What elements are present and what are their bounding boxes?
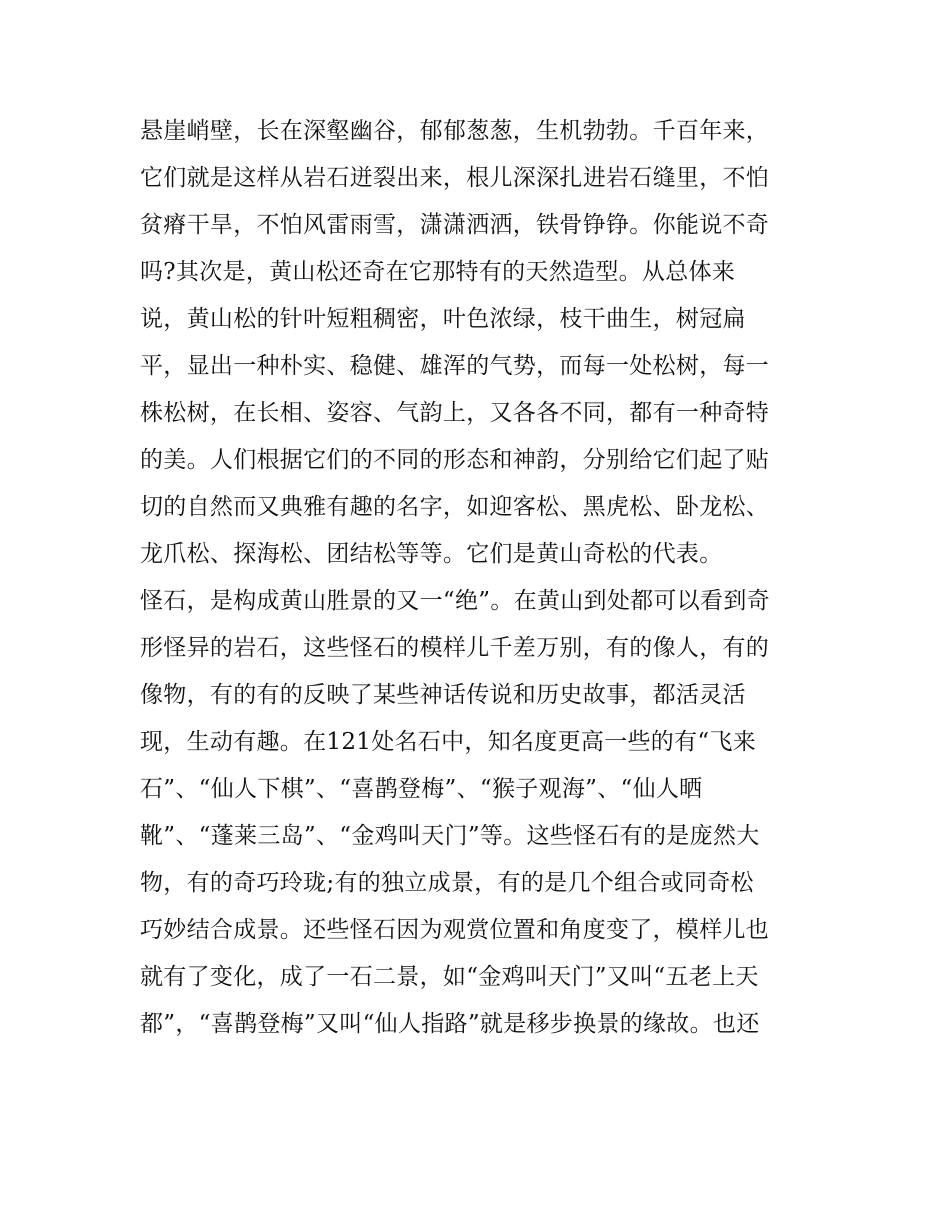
text-line: 都”，“喜鹊登梅”又叫“仙人指路”就是移步换景的缘故。也还 [140, 1011, 760, 1037]
text-line: 说，黄山松的针叶短粗稠密，叶色浓绿，枝干曲生，树冠扁 [140, 306, 746, 332]
text-line: 巧妙结合成景。还些怪石因为观赏位置和角度变了，模样儿也 [140, 917, 770, 943]
text-line: 吗?其次是，黄山松还奇在它那特有的天然造型。从总体来 [140, 259, 736, 285]
text-line: 平，显出一种朴实、稳健、雄浑的气势，而每一处松树，每一 [140, 353, 770, 379]
text-line: 现，生动有趣。在121处名石中，知名度更高一些的有“飞来 [140, 729, 757, 755]
text-line: 株松树，在长相、姿容、气韵上，又各各不同，都有一种奇特 [140, 400, 770, 426]
text-line: 的美。人们根据它们的不同的形态和神韵，分别给它们起了贴 [140, 447, 770, 473]
text-line: 形怪异的岩石，这些怪石的模样儿千差万别，有的像人，有的 [140, 635, 770, 661]
text-line: 悬崖峭壁，长在深壑幽谷，郁郁葱葱，生机勃勃。千百年来， [140, 118, 770, 144]
text-line: 石”、“仙人下棋”、“喜鹊登梅”、“猴子观海”、“仙人晒 [140, 776, 703, 802]
text-line: 切的自然而又典雅有趣的名字，如迎客松、黑虎松、卧龙松、 [140, 494, 770, 520]
body-text [140, 108, 840, 1048]
text-line: 物，有的奇巧玲珑;有的独立成景，有的是几个组合或同奇松 [140, 870, 754, 896]
text-line: 龙爪松、探海松、团结松等等。它们是黄山奇松的代表。 [140, 541, 723, 567]
text-line: 像物，有的有的反映了某些神话传说和历史故事，都活灵活 [140, 682, 746, 708]
text-line: 靴”、“蓬莱三岛”、“金鸡叫天门”等。这些怪石有的是庞然大 [140, 823, 760, 849]
text-line: 贫瘠干旱，不怕风雷雨雪，潇潇洒洒，铁骨铮铮。你能说不奇 [140, 212, 770, 238]
text-line: 就有了变化，成了一石二景，如“金鸡叫天门”又叫“五老上天 [140, 964, 759, 990]
text-line: 它们就是这样从岩石迸裂出来，根儿深深扎进岩石缝里，不怕 [140, 165, 770, 191]
text-line: 怪石，是构成黄山胜景的又一“绝”。在黄山到处都可以看到奇 [140, 588, 770, 614]
